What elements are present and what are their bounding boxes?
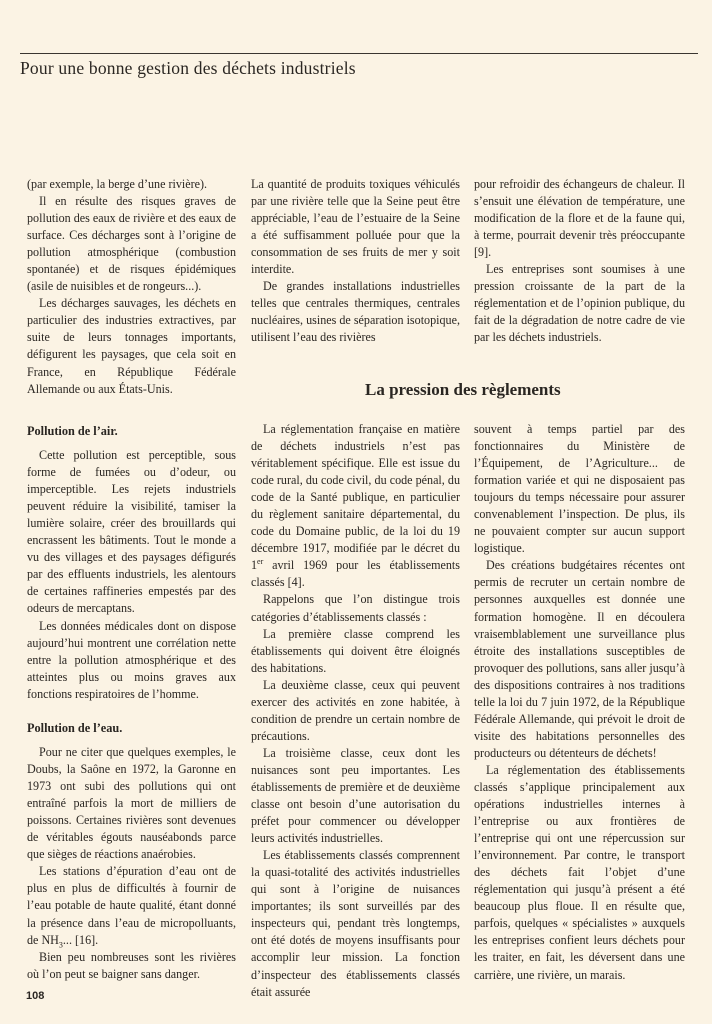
paragraph: (par exemple, la berge d’une rivière).	[27, 177, 208, 191]
column-1-water	[27, 720, 236, 983]
column-3-top	[474, 176, 685, 346]
column-3-bottom	[474, 421, 685, 984]
text: Les stations d’épuration d’eau ont de plus en plus de difficultés à fournir de l’eau potable de haute qualité, étant donné la présence dans l’eau de micropolluants, de NH	[27, 864, 236, 947]
paragraph: De grandes installations industrielles telles que centrales thermiques, centrales nucléaires, usines de séparation isotopique, utilisent l’eau des rivières	[251, 279, 460, 345]
text: avril 1969 pour les établissements classés [4].	[251, 558, 460, 590]
page-number: 108	[26, 990, 45, 1002]
paragraph: Des créations budgétaires récentes ont permis de recruter un certain nombre de personnes auxquelles est donnée une formation homogène. Il en découlera vraisemblablement une surveillance plus étroite des installations susceptibles de provoquer des pollutions, sans aller jusqu’à des dispositions contraires à nos traditions telle la loi du 7 juin 1972, de la République Fédérale Allemande, qui prévoit le droit de visite des habitations personnelles des producteurs ou détenteurs de déchets!	[474, 558, 685, 760]
superscript: er	[257, 557, 264, 567]
paragraph	[251, 421, 460, 591]
paragraph: Les données médicales dont on dispose aujourd’hui montrent une corrélation nette entre la pollution atmosphérique et des atteintes plus ou moins graves aux fonctions respiratoires de l’homme.	[27, 618, 236, 701]
paragraph: La troisième classe, ceux dont les nuisances sont peu importantes. Les établissements de première et de deuxième classe ont besoin d’une autorisation du préfet pour commencer ou développer leurs activités industrielles.	[251, 745, 460, 846]
text: La réglementation française en matière de déchets industriels n’est pas véritablement spécifique. Elle est issue du code rural, du code civil, du code pénal, du code de la Santé publique, en particulier du règlement sanitaire départemental, du code du Domaine public, de la loi du 19 décembre 1917, modifiée par le décret du 1	[251, 422, 460, 573]
paragraph: Il en résulte des risques graves de pollution des eaux de rivière et des eaux de surface. Ces décharges sont à l’origine de pollution atmosphérique (combustion spontanée) et de risques épidémiques (asile de nuisibles et de rongeurs...).	[27, 194, 236, 294]
paragraph: La première classe comprend les établissements qui doivent être éloignés des habitations.	[251, 626, 460, 675]
column-1-top	[27, 176, 236, 398]
section-title: La pression des règlements	[365, 380, 561, 399]
paragraph: Bien peu nombreuses sont les rivières où l’on peut se baigner sans danger.	[27, 949, 236, 981]
paragraph: pour refroidir des échangeurs de chaleur. Il s’ensuit une élévation de température, une modification de la flore et de la faune qui, à terme, pourrait devenir très préoccupante [9].	[474, 177, 685, 260]
column-1-air	[27, 423, 236, 703]
column-2-top	[251, 176, 460, 346]
subheading-air-pollution: Pollution de l’air.	[27, 424, 118, 438]
paragraph: La réglementation des établissements classés s’applique principalement aux opérations industrielles internes à l’entreprise ou aux frontières de l’entreprise qui ont une répercussion sur l’environnement. Par contre, le transport des déchets fait l’objet d’une réglementation qui jusqu’à présent a été beaucoup plus floue. Il en résulte que, parfois, quelques « spécialistes » auxquels les entreprises confient leurs déchets pour les traiter, en fait, les déversent dans une carrière, une rivière, un marais.	[474, 762, 685, 982]
header-rule	[20, 53, 698, 54]
column-2-bottom	[251, 421, 460, 1001]
subscript: 3	[58, 939, 63, 949]
paragraph: Les établissements classés comprennent la quasi-totalité des activités industrielles qui sont à l’origine de nuisances importantes; ils sont surveillés par des inspecteurs qui, pendant très longtemps, ont été dotés de moyens insuffisants pour accomplir leur mission. La fonction d’inspecteur des établissements classés était assurée	[251, 848, 460, 999]
paragraph: Pour ne citer que quelques exemples, le Doubs, la Saône en 1972, la Garonne en 1973 ont subi des pollutions qui ont entraîné parfois la mort de milliers de poissons. Certaines rivières sont devenues de véritables égouts nauséabonds parce que sièges de réactions anaérobies.	[27, 745, 236, 862]
text: ... [16].	[62, 932, 99, 947]
paragraph: Rappelons que l’on distingue trois catégories d’établissements classés :	[251, 592, 460, 624]
paragraph: Les décharges sauvages, les déchets en particulier des industries extractives, par suite de leurs tonnages importants, défigurent les paysages, que cela soit en France, en République Fédérale Allemande ou aux États-Unis.	[27, 296, 236, 396]
paragraph-nh3	[27, 863, 236, 948]
paragraph: La deuxième classe, ceux qui peuvent exercer des activités en zone habitée, à condition de prendre un certain nombre de précautions.	[251, 677, 460, 743]
paragraph: Les entreprises sont soumises à une pression croissante de la part de la réglementation et de l’opinion publique, du fait de la dégradation de notre cadre de vie par les déchets industriels.	[474, 262, 685, 345]
paragraph: souvent à temps partiel par des fonctionnaires du Ministère de l’Équipement, de l’Agriculture... de formation variée et qui ne disposaient pas toujours du temps nécessaire pour assurer convenablement l’inspection. De plus, ils ne pouvaient compter sur aucun support logistique.	[474, 422, 685, 556]
subheading-water-pollution: Pollution de l’eau.	[27, 721, 123, 735]
running-title: Pour une bonne gestion des déchets industriels	[20, 58, 356, 78]
paragraph: La quantité de produits toxiques véhiculés par une rivière telle que la Seine peut être appréciable, l’eau de l’estuaire de la Seine a été suffisamment polluée pour que la consommation de ses fruits de mer y soit interdite.	[251, 177, 460, 277]
paragraph: Cette pollution est perceptible, sous forme de fumées ou d’odeur, ou imperceptible. Les rejets industriels peuvent réduire la visibilité, tamiser la lumière solaire, créer des brouillards qui encrassent les bâtiments. Tout le monde a vu des villages et des paysages défigurés par des effluents industriels, les alentours de certaines raffineries empestés par des odeurs de mercaptans.	[27, 448, 236, 616]
